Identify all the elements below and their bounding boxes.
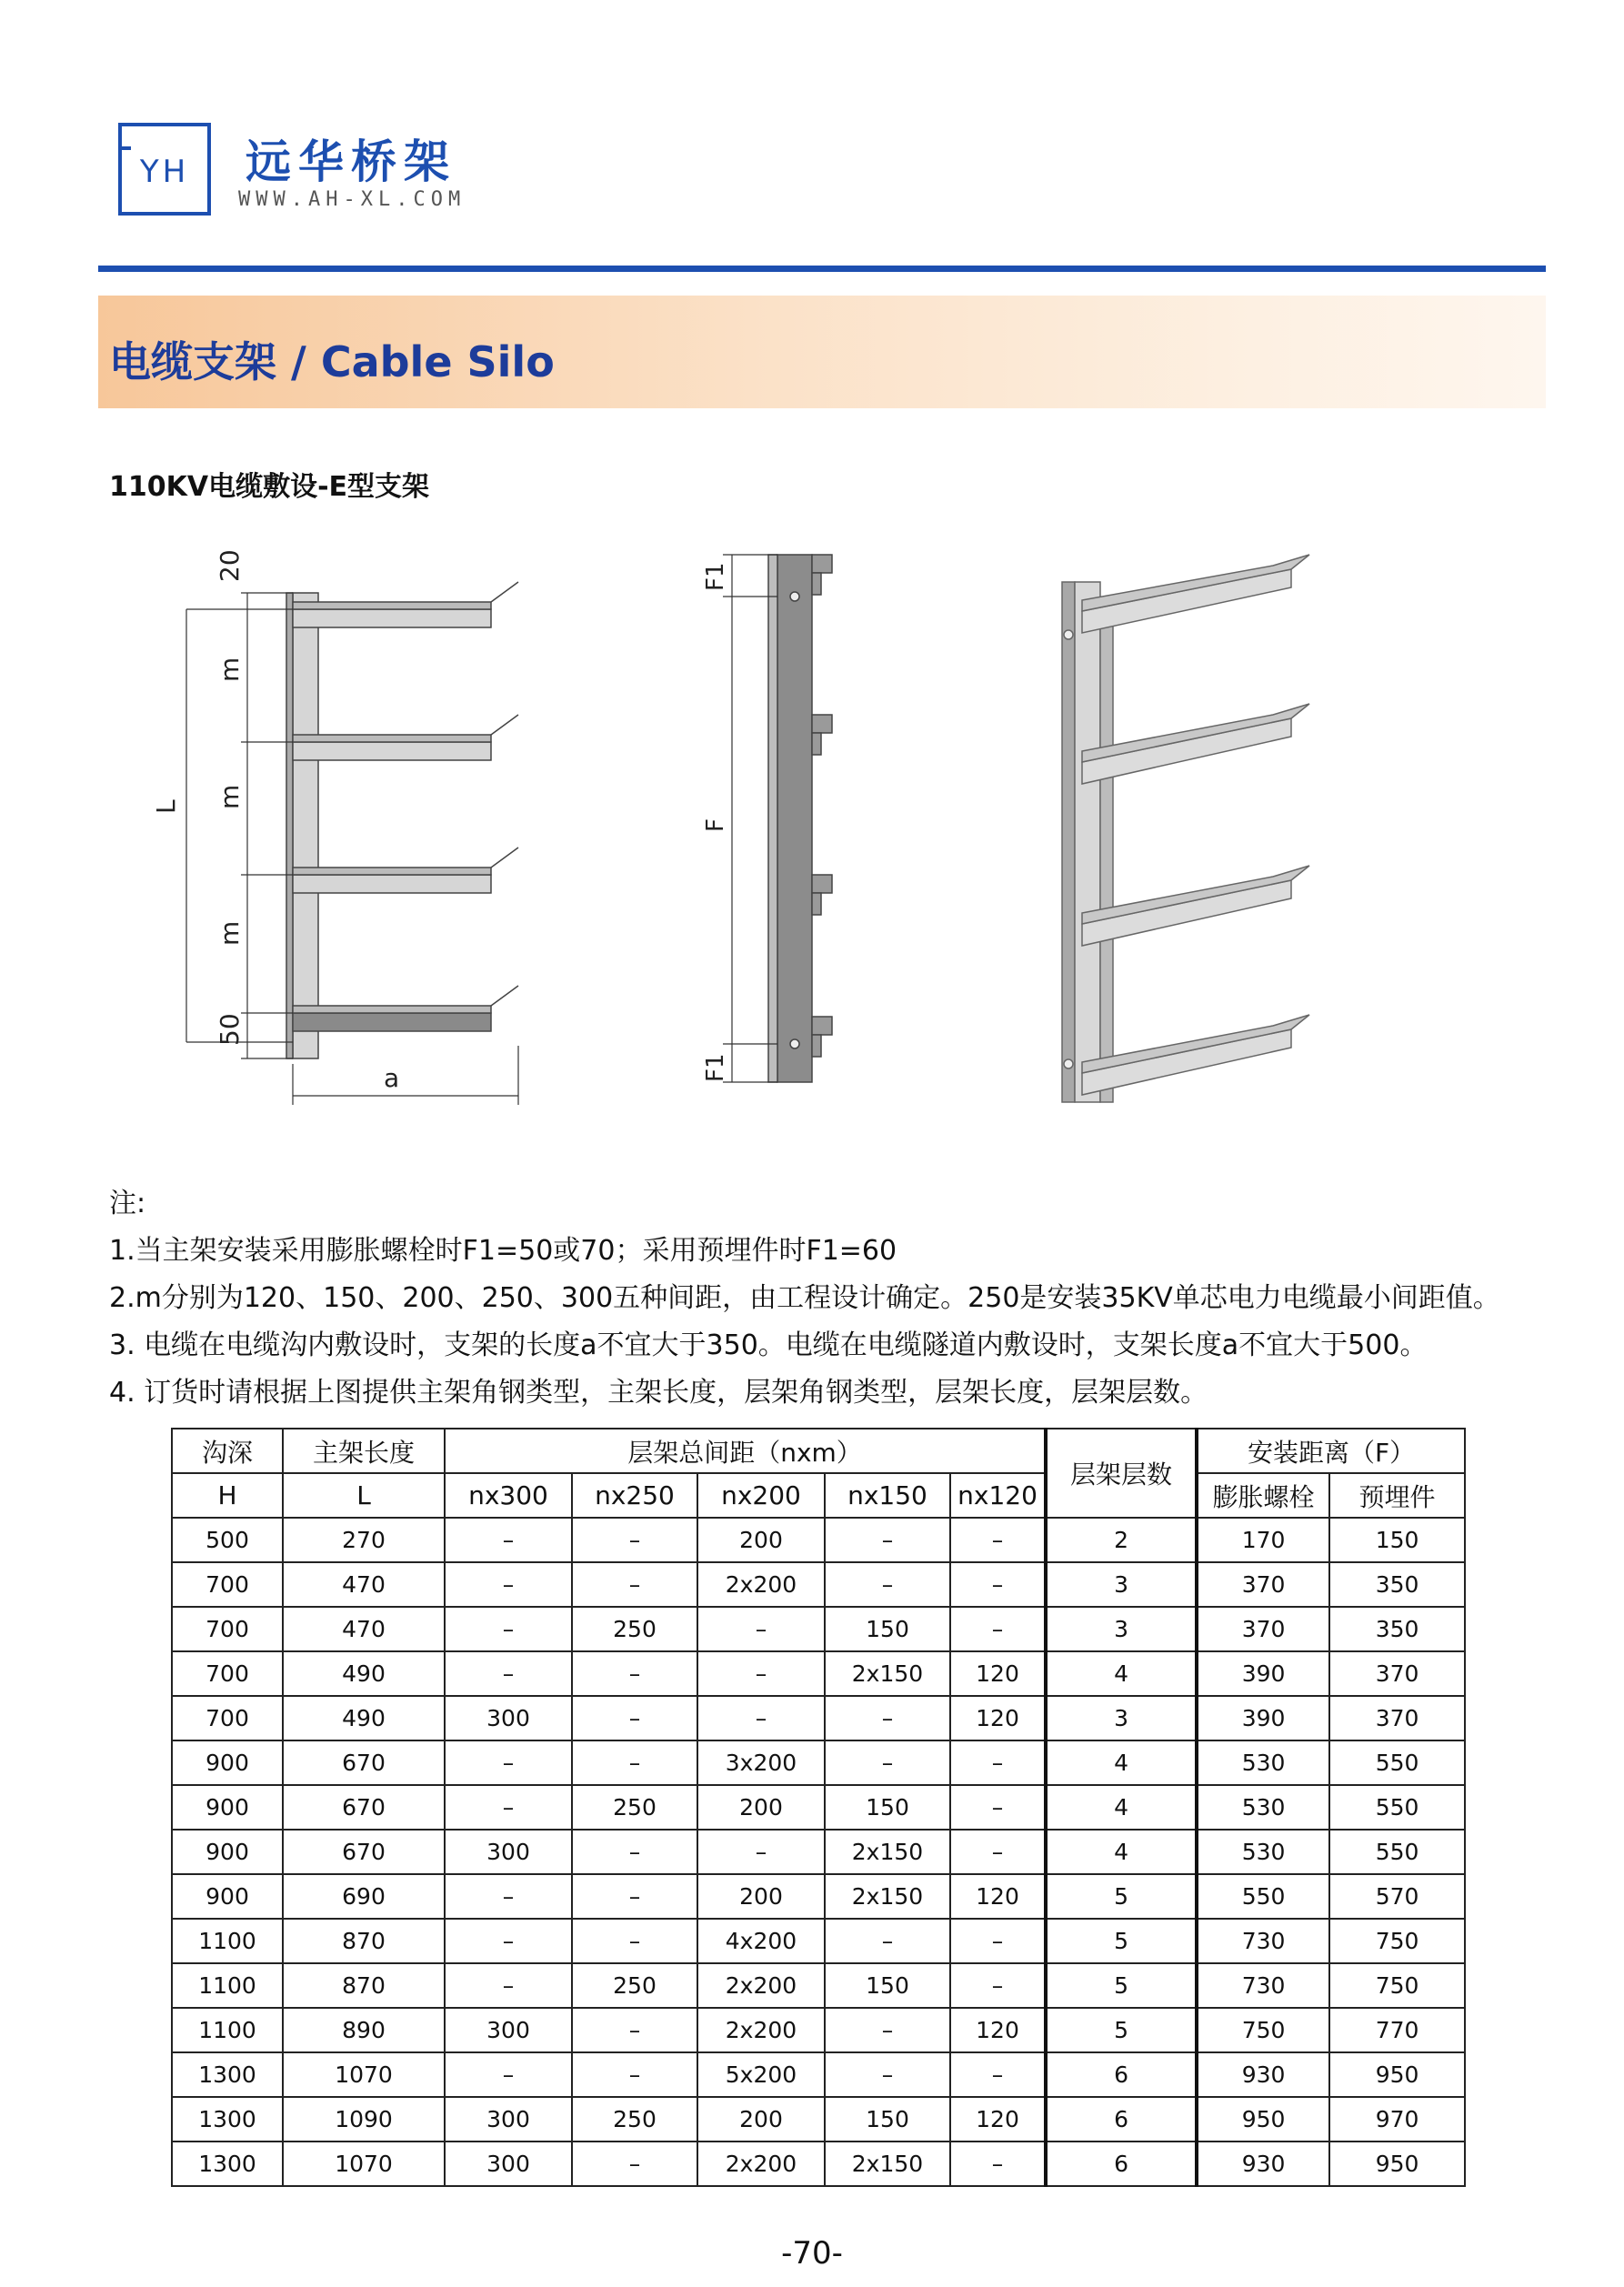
header-embed: 预埋件 [1329,1473,1465,1518]
table-cell: 4 [1046,1651,1197,1696]
table-cell: – [445,1963,572,2008]
table-cell: 250 [572,1785,697,1830]
notes-heading: 注: [109,1188,146,1219]
table-header-row-2 [172,1473,1465,1518]
table-cell: 300 [445,1696,572,1740]
table-cell: 700 [172,1696,283,1740]
table-cell: – [825,1518,950,1562]
table-cell: 550 [1329,1785,1465,1830]
table-cell: 750 [1197,2008,1329,2052]
table-cell: 350 [1329,1607,1465,1651]
table-cell: 530 [1197,1830,1329,1874]
brand-name: 远华桥架 [246,135,456,188]
table-cell: – [445,2052,572,2097]
dim-label-20: 20 [215,549,245,582]
header-n120: nx120 [950,1473,1046,1518]
header-total-spacing: 层架总间距（nxm） [445,1429,1046,1473]
arm-2 [293,715,518,760]
table-cell: 120 [950,2097,1046,2142]
table-cell: 490 [283,1651,445,1696]
table-cell: 1300 [172,2097,283,2142]
table-cell: – [825,1696,950,1740]
table-cell: 370 [1197,1562,1329,1607]
table-cell: 550 [1329,1740,1465,1785]
table-cell: 4 [1046,1830,1197,1874]
logo-text: YH [139,154,190,190]
table-cell: – [572,1562,697,1607]
table-row [172,1740,1465,1785]
note-item: 1.当主架安装采用膨胀螺栓时F1=50或70；采用预埋件时F1=60 [109,1235,897,1267]
table-cell: 2x200 [697,2142,825,2186]
table-row [172,1651,1465,1696]
table-cell: – [825,1562,950,1607]
logo-mark [118,123,211,216]
table-cell: 120 [950,1874,1046,1919]
dim-label-F: F [702,818,729,832]
table-cell: – [445,1874,572,1919]
table-cell: 5 [1046,1919,1197,1963]
table-row [172,1785,1465,1830]
table-cell: 250 [572,1607,697,1651]
note-item: 3. 电缆在电缆沟内敷设时，支架的长度a不宜大于350。电缆在电缆隧道内敷设时，支架长度a不宜大于500。 [109,1329,1428,1361]
arm-1 [293,582,518,627]
table-cell: 930 [1197,2052,1329,2097]
table-cell: 1300 [172,2142,283,2186]
dim-label-m3: m [215,920,245,946]
table-cell: – [950,1785,1046,1830]
table-cell: – [445,1740,572,1785]
table-cell: 150 [825,1785,950,1830]
table-cell: 5 [1046,1963,1197,2008]
table-cell: 900 [172,1740,283,1785]
table-cell: – [572,1830,697,1874]
table-cell: 370 [1197,1607,1329,1651]
table-cell: – [445,1562,572,1607]
table-cell: – [572,1740,697,1785]
table-cell: – [697,1696,825,1740]
table-cell: 490 [283,1696,445,1740]
table-cell: – [950,1830,1046,1874]
arm-3 [293,848,518,893]
note-item: 2.m分别为120、150、200、250、300五种间距，由工程设计确定。250是安装35KV单芯电力电缆最小间距值。 [109,1282,1500,1314]
table-cell: 6 [1046,2052,1197,2097]
table-cell: 300 [445,2142,572,2186]
table-cell: 700 [172,1607,283,1651]
table-cell: 900 [172,1874,283,1919]
table-cell: 950 [1329,2052,1465,2097]
table-cell: 4 [1046,1785,1197,1830]
table-cell: – [825,1919,950,1963]
table-cell: 900 [172,1830,283,1874]
table-cell: 200 [697,2097,825,2142]
table-cell: 3 [1046,1607,1197,1651]
table-row [172,1919,1465,1963]
dim-label-m1: m [215,657,245,682]
table-cell: – [445,1919,572,1963]
table-cell: 570 [1329,1874,1465,1919]
table-row [172,2097,1465,2142]
table-cell: 900 [172,1785,283,1830]
table-cell: – [697,1651,825,1696]
technical-drawings [136,537,1364,1137]
dim-label-F1-top: F1 [702,562,729,591]
table-cell: – [445,1518,572,1562]
header-main-length: 主架长度 [283,1429,445,1473]
table-cell: 3 [1046,1696,1197,1740]
table-cell: 150 [825,2097,950,2142]
table-cell: 150 [825,1607,950,1651]
table-cell: 6 [1046,2097,1197,2142]
table-row [172,1874,1465,1919]
table-cell: – [445,1651,572,1696]
table-body [172,1518,1465,2186]
dim-label-F1-bottom: F1 [702,1053,729,1082]
table-cell: 750 [1329,1963,1465,2008]
table-row [172,2052,1465,2097]
table-cell: – [445,1607,572,1651]
table-cell: 470 [283,1562,445,1607]
table-row [172,1696,1465,1740]
table-cell: 250 [572,1963,697,2008]
table-cell: 670 [283,1740,445,1785]
table-cell: 5 [1046,2008,1197,2052]
table-cell: 1090 [283,2097,445,2142]
table-cell: 120 [950,1651,1046,1696]
side-view-drawing [768,555,832,1082]
table-row [172,1607,1465,1651]
table-cell: 530 [1197,1740,1329,1785]
header-depth: 沟深 [172,1429,283,1473]
page-number: -70- [781,2235,843,2272]
table-row [172,2142,1465,2186]
header-n300: nx300 [445,1473,572,1518]
table-cell: 200 [697,1518,825,1562]
table-cell: – [572,1696,697,1740]
table-cell: 150 [1329,1518,1465,1562]
table-cell: – [950,1607,1046,1651]
table-cell: 2x150 [825,2142,950,2186]
table-cell: 300 [445,2008,572,2052]
table-cell: 3 [1046,1562,1197,1607]
table-cell: 970 [1329,2097,1465,2142]
table-cell: 750 [1329,1919,1465,1963]
header-install-distance: 安装距离（F） [1197,1429,1465,1473]
table-cell: 870 [283,1963,445,2008]
section-title: 电缆支架 / Cable Silo [109,337,555,386]
table-cell: 470 [283,1607,445,1651]
table-cell: – [572,1874,697,1919]
table-cell: 890 [283,2008,445,2052]
table-cell: 370 [1329,1651,1465,1696]
table-cell: – [697,1830,825,1874]
table-cell: – [950,2052,1046,2097]
header-n150: nx150 [825,1473,950,1518]
table-cell: 2x150 [825,1874,950,1919]
product-subtitle: 110KV电缆敷设-E型支架 [109,471,430,503]
table-cell: 550 [1197,1874,1329,1919]
table-cell: 350 [1329,1562,1465,1607]
table-cell: 2x200 [697,1562,825,1607]
spec-table [171,1428,1466,2187]
table-cell: 550 [1329,1830,1465,1874]
table-cell: 1070 [283,2052,445,2097]
table-cell: 300 [445,1830,572,1874]
header-n200: nx200 [697,1473,825,1518]
table-cell: 200 [697,1874,825,1919]
table-cell: 2x200 [697,1963,825,2008]
table-cell: 120 [950,2008,1046,2052]
table-cell: 5x200 [697,2052,825,2097]
table-cell: – [825,2008,950,2052]
table-row [172,1963,1465,2008]
table-cell: 530 [1197,1785,1329,1830]
brand-website: WWW.AH-XL.COM [238,188,466,211]
table-cell: 870 [283,1919,445,1963]
table-cell: 930 [1197,2142,1329,2186]
table-cell: – [572,1518,697,1562]
table-cell: 1100 [172,1919,283,1963]
table-cell: – [572,2052,697,2097]
table-cell: 120 [950,1696,1046,1740]
header-L: L [283,1473,445,1518]
table-cell: 5 [1046,1874,1197,1919]
header-divider [98,266,1546,272]
table-cell: 250 [572,2097,697,2142]
table-cell: – [697,1607,825,1651]
table-cell: – [950,1963,1046,2008]
table-cell: 700 [172,1651,283,1696]
table-cell: – [572,1919,697,1963]
table-cell: 770 [1329,2008,1465,2052]
table-cell: – [950,1919,1046,1963]
table-cell: 2x150 [825,1651,950,1696]
header-n250: nx250 [572,1473,697,1518]
table-cell: 200 [697,1785,825,1830]
table-cell: – [825,1740,950,1785]
table-cell: 270 [283,1518,445,1562]
table-row [172,1562,1465,1607]
table-cell: 670 [283,1830,445,1874]
notes-section [109,1180,1528,1417]
table-cell: 950 [1197,2097,1329,2142]
table-cell: 1100 [172,2008,283,2052]
table-row [172,2008,1465,2052]
table-cell: – [950,2142,1046,2186]
dim-label-a: a [384,1063,400,1093]
table-cell: 2x150 [825,1830,950,1874]
bracket-3d-render [1062,555,1309,1102]
note-item: 4. 订货时请根据上图提供主架角钢类型，主架长度，层架角钢类型，层架长度，层架层数。 [109,1377,1208,1409]
dim-label-L: L [151,799,181,814]
table-header-row-1 [172,1429,1465,1473]
table-cell: 170 [1197,1518,1329,1562]
table-cell: – [950,1562,1046,1607]
table-cell: 950 [1329,2142,1465,2186]
arm-4 [293,986,518,1031]
header-bolt: 膨胀螺栓 [1197,1473,1329,1518]
table-cell: – [825,2052,950,2097]
table-row [172,1830,1465,1874]
table-cell: 390 [1197,1651,1329,1696]
table-cell: 730 [1197,1919,1329,1963]
table-cell: 1300 [172,2052,283,2097]
table-cell: 2x200 [697,2008,825,2052]
table-cell: 300 [445,2097,572,2142]
table-cell: – [950,1518,1046,1562]
elevation-drawing [286,582,518,1058]
header-layers: 层架层数 [1046,1429,1197,1518]
table-cell: 690 [283,1874,445,1919]
header-H: H [172,1473,283,1518]
table-cell: 6 [1046,2142,1197,2186]
table-cell: – [572,2142,697,2186]
table-cell: – [572,1651,697,1696]
dim-label-50: 50 [215,1013,245,1046]
table-cell: – [950,1740,1046,1785]
table-cell: 730 [1197,1963,1329,2008]
table-cell: 370 [1329,1696,1465,1740]
table-cell: 3x200 [697,1740,825,1785]
dim-label-m2: m [215,784,245,809]
table-cell: – [572,2008,697,2052]
table-cell: 150 [825,1963,950,2008]
table-cell: 390 [1197,1696,1329,1740]
table-cell: 4 [1046,1740,1197,1785]
table-cell: 670 [283,1785,445,1830]
table-cell: 1070 [283,2142,445,2186]
table-row [172,1518,1465,1562]
table-cell: 1100 [172,1963,283,2008]
table-cell: 500 [172,1518,283,1562]
table-cell: 2 [1046,1518,1197,1562]
table-cell: 700 [172,1562,283,1607]
table-cell: – [445,1785,572,1830]
table-cell: 4x200 [697,1919,825,1963]
